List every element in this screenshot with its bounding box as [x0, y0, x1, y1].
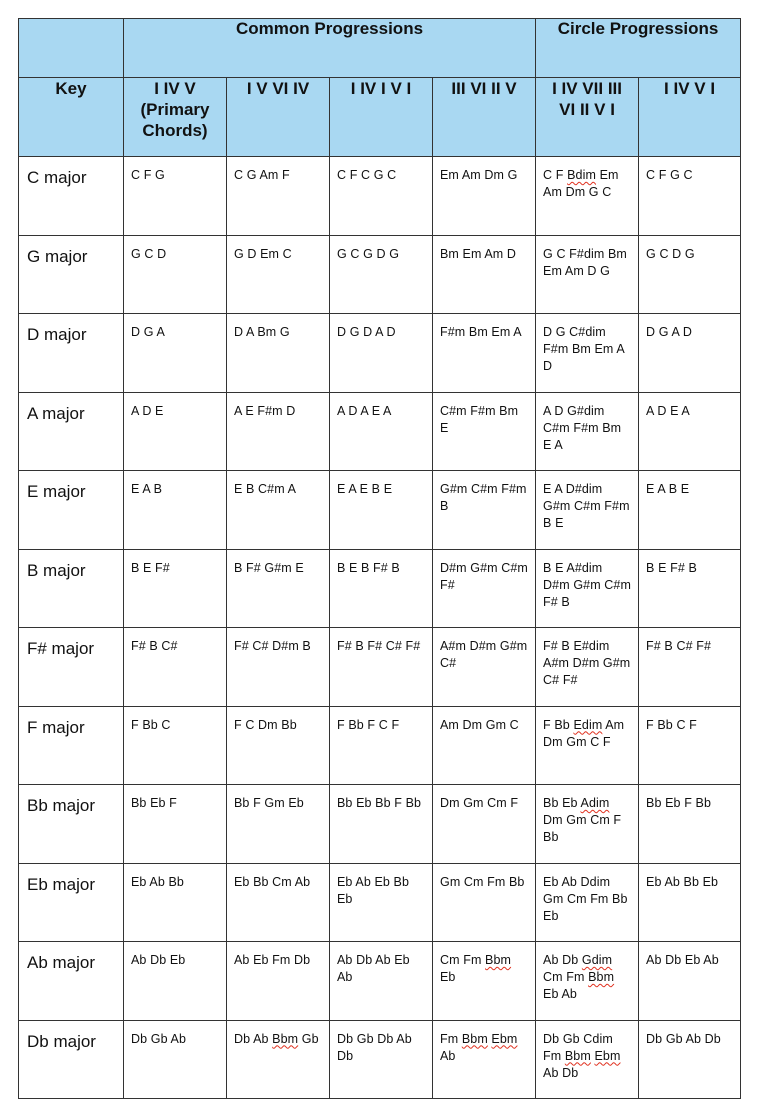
header-col-6: I IV V I — [639, 78, 741, 157]
chord-cell: Eb Ab Bb Eb — [639, 863, 741, 942]
spellcheck-flag: Ebm — [491, 1031, 518, 1046]
header-group-row — [19, 19, 741, 78]
chord-cell: D G A D — [639, 314, 741, 393]
chord-cell: D G A — [124, 314, 227, 393]
chord-cell: G#m C#m F#m B — [433, 471, 536, 550]
key-cell: B major — [19, 549, 124, 628]
chord-cell: Ab Db Eb — [124, 942, 227, 1021]
key-cell: Db major — [19, 1020, 124, 1099]
key-cell: E major — [19, 471, 124, 550]
chord-cell: Db Gb Cdim Fm Bbm Ebm Ab Db — [536, 1020, 639, 1099]
key-cell: Ab major — [19, 942, 124, 1021]
chord-cell: D G C#dim F#m Bm Em A D — [536, 314, 639, 393]
header-empty-cell — [19, 19, 124, 78]
key-cell: D major — [19, 314, 124, 393]
table-row — [19, 471, 741, 550]
spellcheck-flag: Bbm — [272, 1031, 299, 1046]
chord-cell: D A Bm G — [227, 314, 330, 393]
header-column-row — [19, 78, 741, 157]
chord-cell: F C Dm Bb — [227, 706, 330, 785]
header-common-progressions: Common Progressions — [124, 19, 536, 78]
key-cell: Bb major — [19, 785, 124, 864]
header-circle-progressions: Circle Progressions — [536, 19, 741, 78]
chord-cell: Bm Em Am D — [433, 235, 536, 314]
header-col-2: I V VI IV — [227, 78, 330, 157]
chord-cell: Ab Db Eb Ab — [639, 942, 741, 1021]
chord-cell: A#m D#m G#m C# — [433, 628, 536, 707]
chord-cell: D G D A D — [330, 314, 433, 393]
chord-cell: B E A#dim D#m G#m C#m F# B — [536, 549, 639, 628]
chord-cell: C F Bdim Em Am Dm G C — [536, 157, 639, 236]
key-cell: A major — [19, 392, 124, 471]
chord-cell: F# C# D#m B — [227, 628, 330, 707]
key-cell: F# major — [19, 628, 124, 707]
chord-cell: Bb F Gm Eb — [227, 785, 330, 864]
table-row — [19, 706, 741, 785]
chord-cell: C F C G C — [330, 157, 433, 236]
spellcheck-flag: Bbm — [588, 970, 615, 984]
chord-cell: Db Gb Ab Db — [639, 1020, 741, 1099]
chord-cell: G C D G — [639, 235, 741, 314]
chord-cell: E A B E — [639, 471, 741, 550]
chord-cell: C G Am F — [227, 157, 330, 236]
chord-cell: G C F#dim Bm Em Am D G — [536, 235, 639, 314]
spellcheck-flag: Bdim — [567, 168, 596, 182]
chord-cell: Eb Ab Ddim Gm Cm Fm Bb Eb — [536, 863, 639, 942]
table-row — [19, 157, 741, 236]
chord-cell: Eb Ab Eb Bb Eb — [330, 863, 433, 942]
chord-cell: Eb Bb Cm Ab — [227, 863, 330, 942]
chord-cell: A D G#dim C#m F#m Bm E A — [536, 392, 639, 471]
chord-cell: Am Dm Gm C — [433, 706, 536, 785]
chord-cell: F# B E#dim A#m D#m G#m C# F# — [536, 628, 639, 707]
spellcheck-flag: Bbm — [564, 1048, 591, 1063]
header-key: Key — [19, 78, 124, 157]
chord-cell: F Bb Edim Am Dm Gm C F — [536, 706, 639, 785]
header-col-1: I IV V (Primary Chords) — [124, 78, 227, 157]
chord-cell: Bb Eb F Bb — [639, 785, 741, 864]
chord-cell: C F G C — [639, 157, 741, 236]
table-row — [19, 314, 741, 393]
chord-cell: G C D — [124, 235, 227, 314]
chord-cell: F#m Bm Em A — [433, 314, 536, 393]
chord-cell: F Bb C F — [639, 706, 741, 785]
key-cell: G major — [19, 235, 124, 314]
chord-cell: E A D#dim G#m C#m F#m B E — [536, 471, 639, 550]
chord-cell: A D E A — [639, 392, 741, 471]
chord-cell: Ab Db Gdim Cm Fm Bbm Eb Ab — [536, 942, 639, 1021]
chord-cell: B E B F# B — [330, 549, 433, 628]
table-row — [19, 235, 741, 314]
spellcheck-flag: Bbm — [485, 953, 512, 967]
table-row — [19, 549, 741, 628]
chord-cell: F# B C# F# — [639, 628, 741, 707]
key-cell: C major — [19, 157, 124, 236]
table-row — [19, 1020, 741, 1099]
chord-cell: Bb Eb F — [124, 785, 227, 864]
key-cell: Eb major — [19, 863, 124, 942]
chord-cell: Db Gb Ab — [124, 1020, 227, 1099]
chord-cell: Ab Db Ab Eb Ab — [330, 942, 433, 1021]
chord-cell: F Bb C — [124, 706, 227, 785]
chord-cell: F# B C# — [124, 628, 227, 707]
chord-progressions-table — [18, 18, 741, 1099]
header-col-4: III VI II V — [433, 78, 536, 157]
table-row — [19, 392, 741, 471]
chord-cell: C#m F#m Bm E — [433, 392, 536, 471]
spellcheck-flag: Edim — [573, 717, 603, 732]
table-row — [19, 863, 741, 942]
chord-cell: Gm Cm Fm Bb — [433, 863, 536, 942]
chord-cell: E A B — [124, 471, 227, 550]
chord-cell: Db Gb Db Ab Db — [330, 1020, 433, 1099]
chord-cell: Eb Ab Bb — [124, 863, 227, 942]
chord-cell: B F# G#m E — [227, 549, 330, 628]
chord-cell: Fm Bbm Ebm Ab — [433, 1020, 536, 1099]
chord-cell: A E F#m D — [227, 392, 330, 471]
chord-cell: Db Ab Bbm Gb — [227, 1020, 330, 1099]
chord-cell: Bb Eb Adim Dm Gm Cm F Bb — [536, 785, 639, 864]
chord-cell: C F G — [124, 157, 227, 236]
chord-cell: D#m G#m C#m F# — [433, 549, 536, 628]
table-body — [19, 157, 741, 1099]
table-row — [19, 628, 741, 707]
chord-cell: A D A E A — [330, 392, 433, 471]
chord-cell: F# B F# C# F# — [330, 628, 433, 707]
chord-cell: A D E — [124, 392, 227, 471]
spellcheck-flag: Ebm — [594, 1048, 621, 1063]
chord-cell: Dm Gm Cm F — [433, 785, 536, 864]
chord-cell: G D Em C — [227, 235, 330, 314]
chord-cell: G C G D G — [330, 235, 433, 314]
chord-cell: Cm Fm Bbm Eb — [433, 942, 536, 1021]
chord-cell: B E F# — [124, 549, 227, 628]
table-row — [19, 785, 741, 864]
spellcheck-flag: Gdim — [581, 953, 613, 967]
chord-cell: Ab Eb Fm Db — [227, 942, 330, 1021]
header-col-5: I IV VII III VI II V I — [536, 78, 639, 157]
chord-cell: Em Am Dm G — [433, 157, 536, 236]
table-row — [19, 942, 741, 1021]
header-col-3: I IV I V I — [330, 78, 433, 157]
chord-cell: B E F# B — [639, 549, 741, 628]
spellcheck-flag: Bbm — [461, 1031, 488, 1046]
spellcheck-flag: Adim — [580, 796, 610, 810]
chord-cell: F Bb F C F — [330, 706, 433, 785]
chord-cell: E B C#m A — [227, 471, 330, 550]
key-cell: F major — [19, 706, 124, 785]
chord-cell: Bb Eb Bb F Bb — [330, 785, 433, 864]
chord-cell: E A E B E — [330, 471, 433, 550]
